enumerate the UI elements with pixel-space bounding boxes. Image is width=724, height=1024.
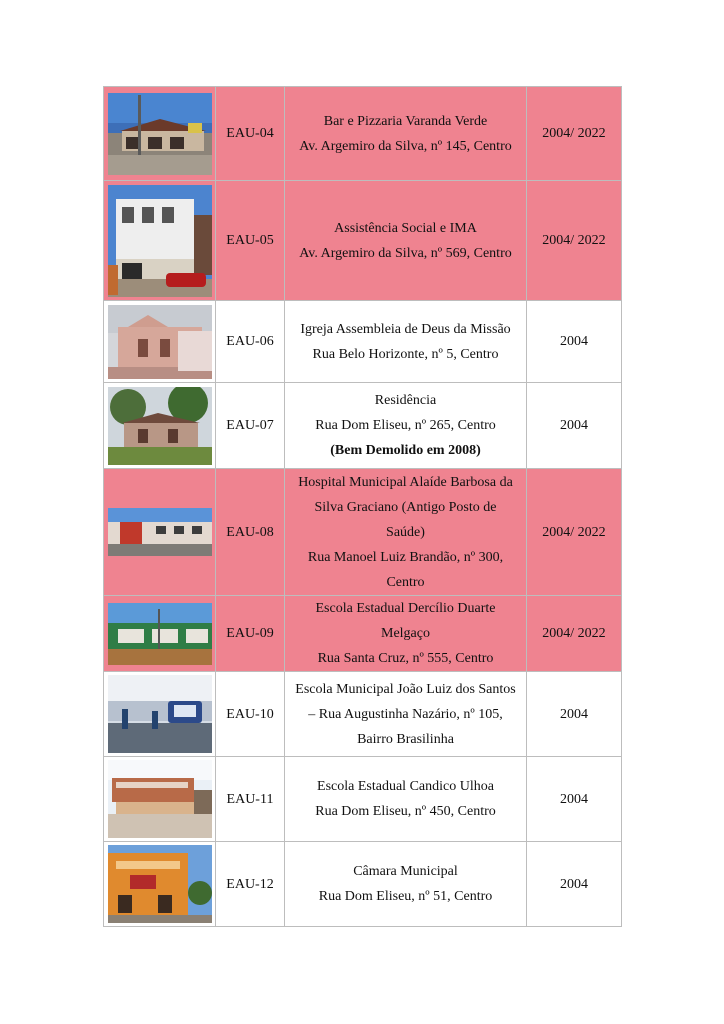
description-cell — [285, 383, 527, 469]
years-cell: 2004 — [527, 383, 622, 469]
building-address-line-1: Rua Manoel Luiz Brandão, nº 300, — [307, 549, 504, 565]
photo-cell — [104, 181, 216, 301]
code-cell: EAU-12 — [216, 842, 285, 927]
photo-cell — [104, 757, 216, 842]
building-name: Assistência Social e IMA — [334, 220, 477, 236]
demolition-note: (Bem Demolido em 2008) — [330, 443, 481, 458]
code-cell: EAU-11 — [216, 757, 285, 842]
table-row — [104, 87, 622, 181]
building-address: Av. Argemiro da Silva, nº 145, Centro — [299, 138, 512, 154]
building-address: Rua Dom Eliseu, nº 265, Centro — [315, 418, 496, 433]
building-photo — [108, 508, 212, 556]
description-cell — [285, 181, 527, 301]
building-name: Câmara Municipal — [353, 864, 458, 879]
building-name-line-3: Saúde) — [386, 524, 425, 540]
years-cell: 2004 — [527, 757, 622, 842]
description-cell — [285, 301, 527, 383]
code-cell: EAU-04 — [216, 87, 285, 181]
building-name-line-2: Melgaço — [381, 626, 430, 641]
code-cell: EAU-09 — [216, 596, 285, 672]
table-row — [104, 842, 622, 927]
building-name: Escola Municipal João Luiz dos Santos — [295, 681, 516, 697]
building-address-line-2: Centro — [386, 574, 425, 590]
photo-cell — [104, 301, 216, 383]
photo-cell — [104, 469, 216, 596]
years-cell: 2004/ 2022 — [527, 87, 622, 181]
years-cell: 2004/ 2022 — [527, 596, 622, 672]
building-address: Rua Dom Eliseu, nº 450, Centro — [315, 804, 496, 819]
heritage-inventory-table — [103, 86, 622, 927]
description-cell — [285, 842, 527, 927]
table-row — [104, 757, 622, 842]
years-cell: 2004/ 2022 — [527, 469, 622, 596]
building-name: Escola Estadual Candico Ulhoa — [317, 779, 494, 794]
building-address: Rua Dom Eliseu, nº 51, Centro — [318, 889, 493, 904]
building-photo — [108, 387, 212, 465]
table-row — [104, 672, 622, 757]
building-name: Residência — [374, 393, 437, 408]
table-row — [104, 596, 622, 672]
photo-cell — [104, 842, 216, 927]
description-cell — [285, 87, 527, 181]
building-photo — [108, 845, 212, 923]
building-photo — [108, 305, 212, 379]
years-cell: 2004 — [527, 842, 622, 927]
building-photo — [108, 675, 212, 753]
photo-cell — [104, 596, 216, 672]
code-cell: EAU-08 — [216, 469, 285, 596]
code-cell: EAU-05 — [216, 181, 285, 301]
building-address-line-1: – Rua Augustinha Nazário, nº 105, — [308, 706, 503, 722]
description-cell — [285, 757, 527, 842]
photo-cell — [104, 383, 216, 469]
building-name: Bar e Pizzaria Varanda Verde — [323, 113, 488, 129]
building-photo — [108, 93, 212, 175]
years-cell: 2004 — [527, 672, 622, 757]
building-photo — [108, 760, 212, 838]
description-cell — [285, 469, 527, 596]
building-photo — [108, 603, 212, 665]
years-cell: 2004/ 2022 — [527, 181, 622, 301]
building-photo — [108, 185, 212, 297]
building-name-line-2: Silva Graciano (Antigo Posto de — [314, 499, 497, 515]
building-name-line-1: Escola Estadual Dercílio Duarte — [315, 601, 496, 616]
code-cell: EAU-10 — [216, 672, 285, 757]
table-row — [104, 383, 622, 469]
code-cell: EAU-07 — [216, 383, 285, 469]
table-row — [104, 181, 622, 301]
code-cell: EAU-06 — [216, 301, 285, 383]
description-cell — [285, 672, 527, 757]
building-name-line-1: Hospital Municipal Alaíde Barbosa da — [298, 474, 513, 490]
building-address: Rua Santa Cruz, nº 555, Centro — [317, 651, 494, 666]
years-cell: 2004 — [527, 301, 622, 383]
building-address: Rua Belo Horizonte, nº 5, Centro — [312, 346, 499, 362]
table-row — [104, 301, 622, 383]
photo-cell — [104, 87, 216, 181]
description-cell — [285, 596, 527, 672]
building-address: Av. Argemiro da Silva, nº 569, Centro — [299, 245, 512, 261]
photo-cell — [104, 672, 216, 757]
table-row — [104, 469, 622, 596]
building-name: Igreja Assembleia de Deus da Missão — [300, 321, 511, 337]
building-address-line-2: Bairro Brasilinha — [357, 731, 454, 747]
